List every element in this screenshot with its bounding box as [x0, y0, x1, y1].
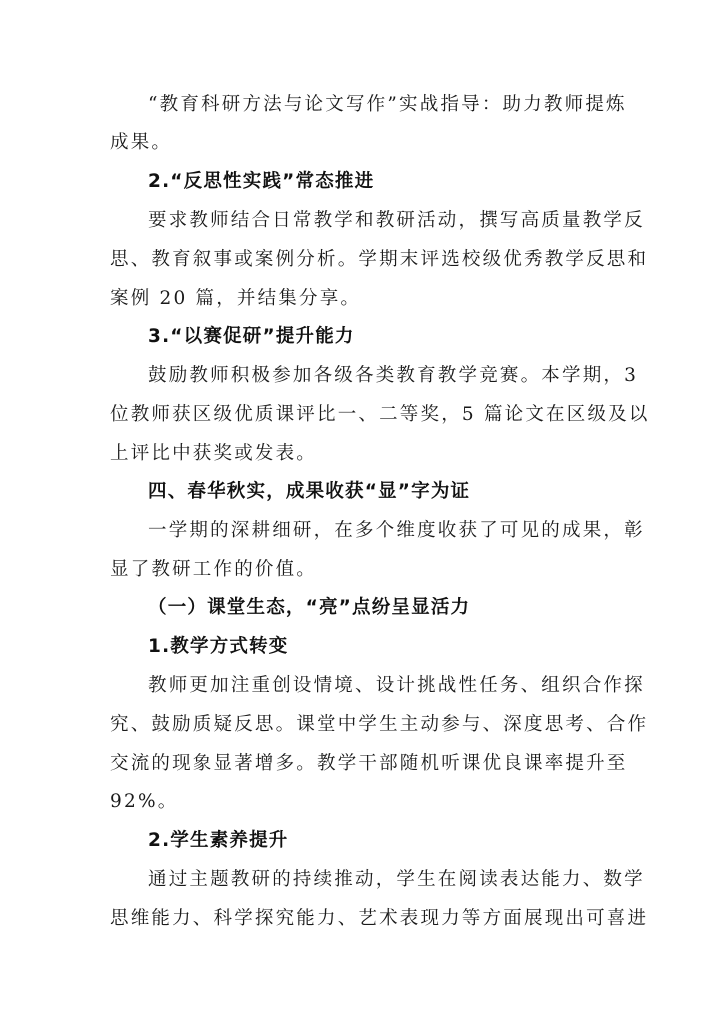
section-heading-competition: 3.“以赛促研”提升能力 [148, 326, 355, 347]
paragraph-line: 教师更加注重创设情境、设计挑战性任务、组织合作探 [148, 675, 645, 696]
paragraph-line: 要求教师结合日常教学和教研活动，撰写高质量教学反 [148, 210, 645, 231]
section-heading-student-literacy: 2.学生素养提升 [148, 830, 289, 851]
paragraph-line: 成果。 [110, 132, 173, 153]
paragraph-line: 92%。 [110, 791, 179, 812]
paragraph-line: “教育科研方法与论文写作”实战指导：助力教师提炼 [148, 94, 627, 115]
paragraph-line: 通过主题教研的持续推动，学生在阅读表达能力、数学 [148, 869, 645, 890]
paragraph-line: 思维能力、科学探究能力、艺术表现力等方面展现出可喜进 [110, 908, 649, 929]
paragraph-line: 一学期的深耕细研，在多个维度收获了可见的成果，彰 [148, 520, 645, 541]
paragraph-line: 案例 20 篇，并结集分享。 [110, 288, 362, 309]
paragraph-line: 位教师获区级优质课评比一、二等奖，5 篇论文在区级及以 [110, 404, 650, 425]
paragraph-line: 究、鼓励质疑反思。课堂中学生主动参与、深度思考、合作 [110, 714, 649, 735]
paragraph-line: 鼓励教师积极参加各级各类教育教学竞赛。本学期，3 [148, 365, 639, 386]
section-heading-teaching-mode: 1.教学方式转变 [148, 636, 289, 657]
paragraph-line: 交流的现象显著增多。教学干部随机听课优良课率提升至 [110, 753, 628, 774]
paragraph-line: 上评比中获奖或发表。 [110, 443, 318, 464]
section-heading-reflective-practice: 2.“反思性实践”常态推进 [148, 171, 375, 192]
paragraph-line: 显了教研工作的价值。 [110, 559, 318, 580]
chapter-heading-achievements: 四、春华秋实，成果收获“显”字为证 [148, 481, 471, 502]
subchapter-heading-classroom: （一）课堂生态，“亮”点纷呈显活力 [148, 597, 471, 618]
paragraph-line: 思、教育叙事或案例分析。学期末评选校级优秀教学反思和 [110, 249, 649, 270]
